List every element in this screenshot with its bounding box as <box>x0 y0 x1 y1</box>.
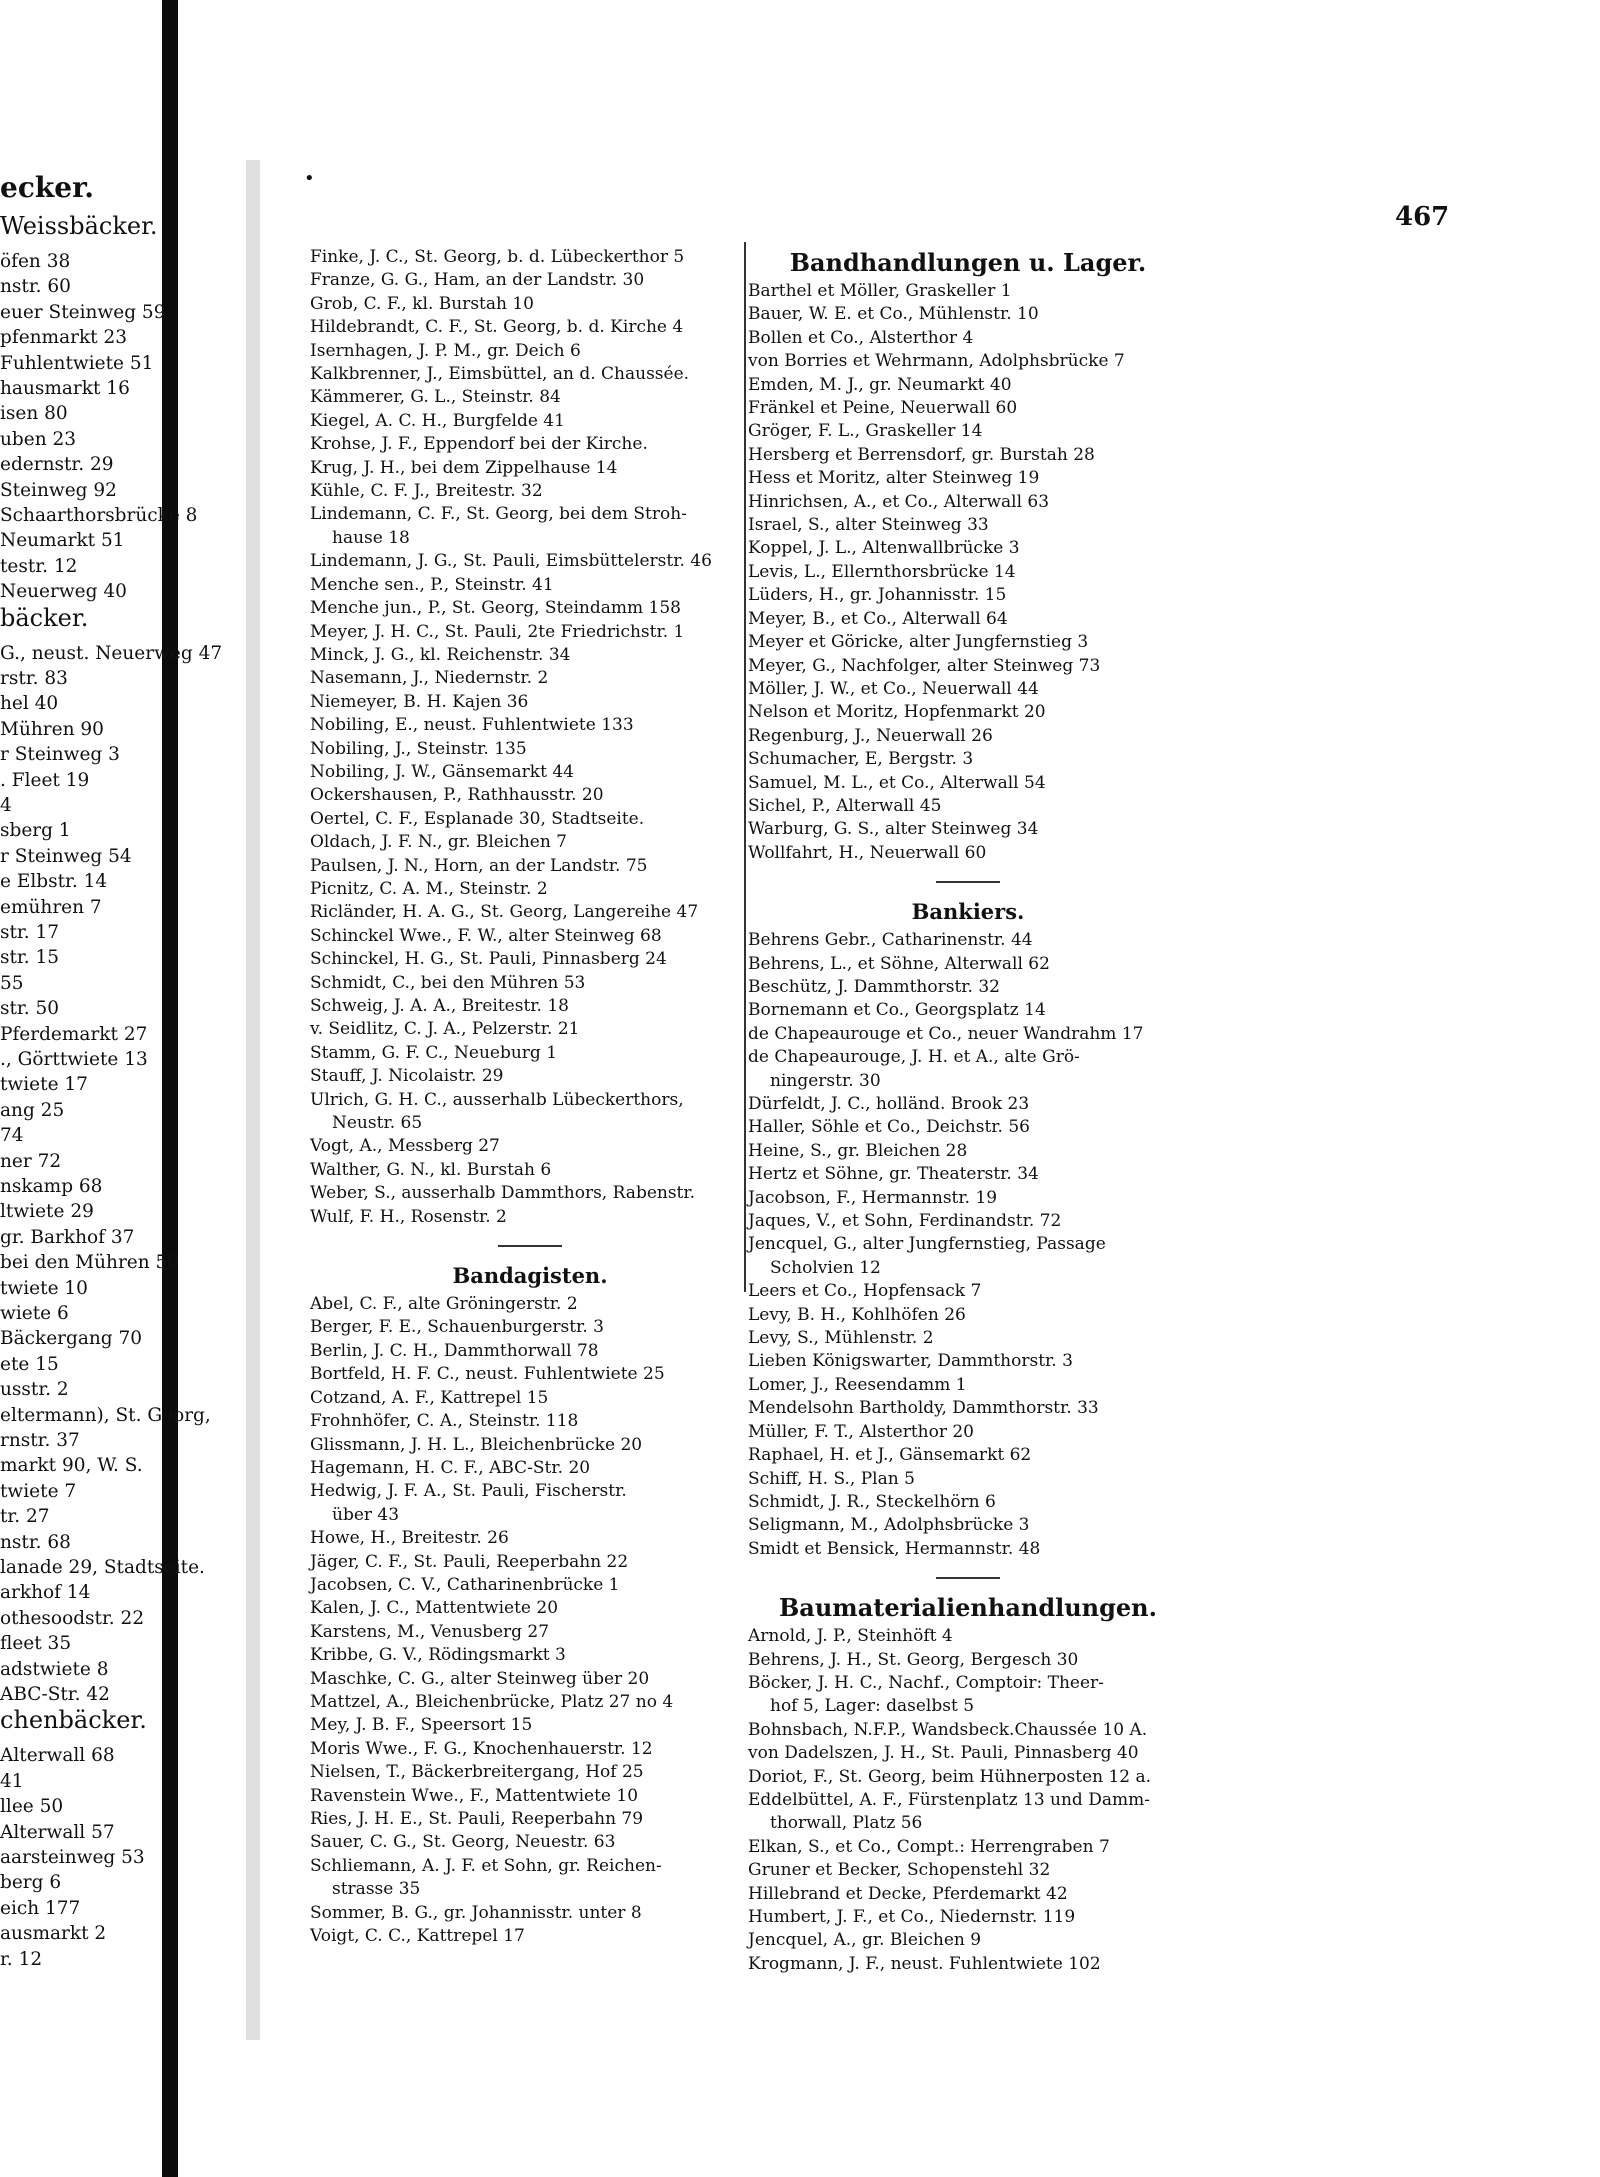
directory-entry: Lomer, J., Reesendamm 1 <box>748 1374 967 1395</box>
left-page-line: Bäckergang 70 <box>0 1328 143 1350</box>
directory-entry: Schinckel, H. G., St. Pauli, Pinnasberg 24 <box>310 949 667 970</box>
directory-entry: Möller, J. W., et Co., Neuerwall 44 <box>748 678 1039 699</box>
entry-continuation: Neustr. 65 <box>332 1113 423 1134</box>
directory-entry: Karstens, M., Venusberg 27 <box>310 1621 550 1642</box>
directory-entry: Hillebrand et Decke, Pferdemarkt 42 <box>748 1883 1068 1904</box>
left-page-line: Alterwall 57 <box>0 1821 115 1843</box>
entry-continuation: hause 18 <box>332 527 410 548</box>
directory-entry: Beschütz, J. Dammthorstr. 32 <box>748 976 1000 997</box>
left-page-fragment <box>0 175 248 1975</box>
directory-entry: Abel, C. F., alte Gröningerstr. 2 <box>310 1294 578 1315</box>
directory-entry: Howe, H., Breitestr. 26 <box>310 1528 509 1549</box>
left-page-line: nstr. 68 <box>0 1531 71 1553</box>
directory-entry: Stauff, J. Nicolaistr. 29 <box>310 1066 504 1087</box>
directory-entry: Kalkbrenner, J., Eimsbüttel, an d. Chaussée. <box>310 364 690 385</box>
left-page-line: markt 90, W. S. <box>0 1455 143 1477</box>
entry-continuation: hof 5, Lager: daselbst 5 <box>770 1696 975 1717</box>
directory-entry: Jäger, C. F., St. Pauli, Reeperbahn 22 <box>310 1551 629 1572</box>
left-page-line: Alterwall 68 <box>0 1745 115 1767</box>
entry-continuation: über 43 <box>332 1504 400 1525</box>
directory-entry: Krug, J. H., bei dem Zippelhause 14 <box>310 457 618 478</box>
directory-entry: Israel, S., alter Steinweg 33 <box>748 515 989 536</box>
left-page-line: ., Görttwiete 13 <box>0 1049 148 1070</box>
directory-entry: Barthel et Möller, Graskeller 1 <box>748 281 1012 301</box>
page-number: 467 <box>1395 202 1450 232</box>
directory-entry: Meyer et Göricke, alter Jungfernstieg 3 <box>748 632 1089 653</box>
column-right <box>748 246 1188 1976</box>
directory-entry: Lindemann, C. F., St. Georg, bei dem Stroh- <box>310 504 687 525</box>
directory-entry: Schmidt, J. R., Steckelhörn 6 <box>748 1491 996 1512</box>
directory-entry: Schweig, J. A. A., Breitestr. 18 <box>310 996 569 1016</box>
left-page-line: llee 50 <box>0 1796 64 1818</box>
left-page-line: wiete 6 <box>0 1303 69 1324</box>
directory-entry: Bortfeld, H. F. C., neust. Fuhlentwiete 25 <box>310 1364 665 1385</box>
directory-entry: de Chapeaurouge, J. H. et A., alte Grö- <box>748 1047 1080 1068</box>
section-heading-bankiers: Bankiers. <box>911 899 1025 925</box>
directory-entry: von Borries et Wehrmann, Adolphsbrücke 7 <box>748 351 1125 372</box>
left-page-line: str. 50 <box>0 998 60 1020</box>
left-page-line: str. 17 <box>0 922 60 943</box>
directory-entry: Bollen et Co., Alsterthor 4 <box>748 327 974 348</box>
directory-entry: Nelson et Moritz, Hopfenmarkt 20 <box>748 702 1046 723</box>
directory-entry: Hildebrandt, C. F., St. Georg, b. d. Kirche 4 <box>310 317 684 338</box>
directory-entry: Menche sen., P., Steinstr. 41 <box>310 574 554 595</box>
left-page-line: tr. 27 <box>0 1506 50 1528</box>
directory-entry: Behrens Gebr., Catharinenstr. 44 <box>748 930 1033 951</box>
directory-entry: Behrens, L., et Söhne, Alterwall 62 <box>748 953 1050 974</box>
section-heading-baumaterialienhandlungen: Baumaterialienhandlungen. <box>779 1593 1157 1623</box>
directory-entry: Maschke, C. G., alter Steinweg über 20 <box>310 1668 650 1689</box>
directory-entry: Kämmerer, G. L., Steinstr. 84 <box>310 387 561 408</box>
directory-entry: Hersberg et Berrensdorf, gr. Burstah 28 <box>748 444 1095 465</box>
directory-entry: Warburg, G. S., alter Steinweg 34 <box>748 819 1039 840</box>
directory-entry: Frohnhöfer, C. A., Steinstr. 118 <box>310 1411 579 1432</box>
left-page-line: Neuerweg 40 <box>0 581 127 603</box>
left-page-line: gr. Barkhof 37 <box>0 1226 135 1248</box>
left-page-line: berg 6 <box>0 1872 62 1894</box>
directory-entry: Kalen, J. C., Mattentwiete 20 <box>310 1598 559 1619</box>
left-page-line: nstr. 60 <box>0 276 71 298</box>
directory-entry: Fränkel et Peine, Neuerwall 60 <box>748 398 1018 419</box>
entry-continuation: strasse 35 <box>332 1879 421 1900</box>
left-page-line: ABC-Str. 42 <box>0 1684 110 1705</box>
left-page-line: 74 <box>0 1125 24 1147</box>
directory-entry: Wollfahrt, H., Neuerwall 60 <box>748 842 987 863</box>
left-page-line: ang 25 <box>0 1099 65 1121</box>
directory-entry: Meyer, J. H. C., St. Pauli, 2te Friedrichstr. 1 <box>310 621 685 642</box>
directory-entry: Lieben Königswarter, Dammthorstr. 3 <box>748 1351 1073 1372</box>
left-page-line: Pferdemarkt 27 <box>0 1023 148 1045</box>
directory-entry: Gröger, F. L., Graskeller 14 <box>748 421 983 442</box>
left-page-line: 41 <box>0 1770 24 1792</box>
directory-entry: Gruner et Becker, Schopenstehl 32 <box>748 1860 1051 1881</box>
left-page-line: aarsteinweg 53 <box>0 1847 145 1868</box>
directory-entry: Nobiling, E., neust. Fuhlentwiete 133 <box>310 715 634 736</box>
directory-entry: Hinrichsen, A., et Co., Alterwall 63 <box>748 491 1050 512</box>
left-page-line: r. 12 <box>0 1948 43 1970</box>
directory-entry: Jaques, V., et Sohn, Ferdinandstr. 72 <box>748 1211 1062 1232</box>
left-page-line: twiete 7 <box>0 1480 77 1502</box>
directory-entry: Cotzand, A. F., Kattrepel 15 <box>310 1387 549 1408</box>
left-page-line: 55 <box>0 972 24 994</box>
directory-entry: Müller, F. T., Alsterthor 20 <box>748 1421 974 1442</box>
directory-entry: Nielsen, T., Bäckerbreitergang, Hof 25 <box>310 1762 644 1783</box>
directory-entry: Sauer, C. G., St. Georg, Neuestr. 63 <box>310 1832 616 1853</box>
directory-entry: Nasemann, J., Niedernstr. 2 <box>310 668 549 689</box>
directory-entry: Eddelbüttel, A. F., Fürstenplatz 13 und Damm- <box>748 1789 1150 1810</box>
directory-entry: Vogt, A., Messberg 27 <box>310 1136 500 1157</box>
directory-entry: Schumacher, E, Bergstr. 3 <box>748 749 974 770</box>
directory-entry: Glissmann, J. H. L., Bleichenbrücke 20 <box>310 1434 643 1455</box>
left-page-line: Neumarkt 51 <box>0 530 125 552</box>
left-page-line: hausmarkt 16 <box>0 378 130 399</box>
section-heading-bandhandlungen-u-lager: Bandhandlungen u. Lager. <box>789 248 1147 277</box>
directory-entry: Leers et Co., Hopfensack 7 <box>748 1281 982 1302</box>
left-page-line: isen 80 <box>0 403 68 425</box>
left-page-line: ete 15 <box>0 1353 59 1375</box>
directory-entry: Hess et Moritz, alter Steinweg 19 <box>748 468 1040 489</box>
directory-entry: Jencquel, A., gr. Bleichen 9 <box>748 1930 982 1951</box>
column-left <box>310 246 750 1948</box>
left-page-line: twiete 10 <box>0 1277 88 1299</box>
left-page-line: eich 177 <box>0 1897 81 1919</box>
directory-entry: Voigt, C. C., Kattrepel 17 <box>310 1926 525 1947</box>
entry-continuation: Scholvien 12 <box>770 1257 881 1278</box>
left-page-heading: bäcker. <box>0 603 89 632</box>
directory-page <box>262 160 1450 2040</box>
directory-entry: Dürfeldt, J. C., holländ. Brook 23 <box>748 1094 1030 1114</box>
directory-entry: Schiff, H. S., Plan 5 <box>748 1468 915 1489</box>
left-page-line: rnstr. 37 <box>0 1430 80 1451</box>
directory-entry: Walther, G. N., kl. Burstah 6 <box>310 1159 552 1180</box>
directory-entry: Böcker, J. H. C., Nachf., Comptoir: Theer- <box>748 1672 1104 1693</box>
directory-entry: Arnold, J. P., Steinhöft 4 <box>748 1626 953 1647</box>
directory-entry: Krohse, J. F., Eppendorf bei der Kirche. <box>310 434 648 455</box>
directory-entry: Ockershausen, P., Rathhausstr. 20 <box>310 785 604 806</box>
directory-entry: Jacobsen, C. V., Catharinenbrücke 1 <box>310 1574 620 1595</box>
left-page-line: othesoodstr. 22 <box>0 1607 145 1629</box>
left-page-line: Schaarthorsbrücke 8 <box>0 505 198 526</box>
left-page-line: lanade 29, Stadtseite. <box>0 1557 205 1578</box>
entry-continuation: ningerstr. 30 <box>770 1070 881 1091</box>
left-page-line: rstr. 83 <box>0 668 68 689</box>
directory-entry: Moris Wwe., F. G., Knochenhauerstr. 12 <box>310 1738 653 1759</box>
directory-entry: Seligmann, M., Adolphsbrücke 3 <box>748 1515 1030 1536</box>
directory-entry: Berlin, J. C. H., Dammthorwall 78 <box>310 1340 599 1361</box>
section-rule <box>936 1577 1000 1579</box>
directory-entry: Levis, L., Ellernthorsbrücke 14 <box>748 561 1016 582</box>
directory-entry: Minck, J. G., kl. Reichenstr. 34 <box>310 644 571 665</box>
directory-entry: Stamm, G. F. C., Neueburg 1 <box>310 1042 558 1063</box>
left-page-line: r Steinweg 3 <box>0 744 120 766</box>
directory-entry: Meyer, G., Nachfolger, alter Steinweg 73 <box>748 655 1101 676</box>
directory-entry: Jacobson, F., Hermannstr. 19 <box>748 1187 998 1208</box>
directory-entry: Mey, J. B. F., Speersort 15 <box>310 1715 533 1736</box>
directory-entry: Niemeyer, B. H. Kajen 36 <box>310 691 529 712</box>
directory-entry: Wulf, F. H., Rosenstr. 2 <box>310 1206 507 1227</box>
left-page-heading: Weissbäcker. <box>0 212 158 240</box>
left-page-line: uben 23 <box>0 428 77 450</box>
directory-entry: Raphael, H. et J., Gänsemarkt 62 <box>748 1445 1032 1466</box>
directory-entry: Oertel, C. F., Esplanade 30, Stadtseite. <box>310 808 645 829</box>
directory-entry: Bauer, W. E. et Co., Mühlenstr. 10 <box>748 304 1039 325</box>
left-page-line: hel 40 <box>0 693 59 715</box>
left-page-heading: chenbäcker. <box>0 1706 147 1735</box>
left-page-heading: ecker. <box>0 175 95 204</box>
directory-entry: Lüders, H., gr. Johannisstr. 15 <box>748 585 1007 606</box>
directory-entry: Franze, G. G., Ham, an der Landstr. 30 <box>310 270 645 291</box>
directory-entry: Mattzel, A., Bleichenbrücke, Platz 27 no 4 <box>310 1691 674 1712</box>
directory-entry: Heine, S., gr. Bleichen 28 <box>748 1140 968 1161</box>
left-page-line: adstwiete 8 <box>0 1658 109 1680</box>
directory-entry: Kiegel, A. C. H., Burgfelde 41 <box>310 410 565 431</box>
directory-entry: Weber, S., ausserhalb Dammthors, Rabenstr. <box>310 1183 696 1204</box>
directory-entry: Kühle, C. F. J., Breitestr. 32 <box>310 481 543 502</box>
directory-entry: Ulrich, G. H. C., ausserhalb Lübeckerthors, <box>310 1089 684 1110</box>
directory-entry: Bohnsbach, N.F.P., Wandsbeck.Chaussée 10 A. <box>748 1719 1148 1740</box>
directory-entry: Emden, M. J., gr. Neumarkt 40 <box>748 374 1012 395</box>
directory-entry: Lindemann, J. G., St. Pauli, Eimsbüttelerstr. 46 <box>310 551 712 572</box>
left-page-line: öfen 38 <box>0 251 71 272</box>
left-page-line: . Fleet 19 <box>0 769 90 791</box>
directory-entry: Schinckel Wwe., F. W., alter Steinweg 68 <box>310 925 662 946</box>
directory-entry: Samuel, M. L., et Co., Alterwall 54 <box>748 772 1046 793</box>
directory-entry: Ravenstein Wwe., F., Mattentwiete 10 <box>310 1785 639 1806</box>
directory-entry: Levy, S., Mühlenstr. 2 <box>748 1328 934 1349</box>
section-rule <box>936 881 1000 883</box>
left-page-line: ner 72 <box>0 1150 62 1172</box>
directory-entry: Grob, C. F., kl. Burstah 10 <box>310 293 534 314</box>
left-page-line: emühren 7 <box>0 896 102 918</box>
left-page-line: testr. 12 <box>0 555 78 577</box>
entry-continuation: thorwall, Platz 56 <box>770 1813 923 1834</box>
left-page-line: ausmarkt 2 <box>0 1923 107 1945</box>
directory-entry: Krogmann, J. F., neust. Fuhlentwiete 102 <box>748 1953 1101 1974</box>
directory-entry: Hertz et Söhne, gr. Theaterstr. 34 <box>748 1164 1039 1185</box>
left-page-line: str. 15 <box>0 947 60 969</box>
left-page-line: Fuhlentwiete 51 <box>0 352 154 374</box>
directory-entry: de Chapeaurouge et Co., neuer Wandrahm 17 <box>748 1023 1144 1044</box>
left-page-line: twiete 17 <box>0 1074 88 1096</box>
left-page-line: eltermann), St. Georg, <box>0 1404 211 1426</box>
left-page-line: euer Steinweg 59 <box>0 301 166 323</box>
directory-entry: Picnitz, C. A. M., Steinstr. 2 <box>310 878 548 899</box>
left-page-line: fleet 35 <box>0 1633 72 1655</box>
directory-entry: Smidt et Bensick, Hermannstr. 48 <box>748 1538 1041 1559</box>
left-page-line: edernstr. 29 <box>0 454 114 476</box>
directory-entry: Ries, J. H. E., St. Pauli, Reeperbahn 79 <box>310 1809 644 1829</box>
directory-entry: Levy, B. H., Kohlhöfen 26 <box>748 1304 966 1325</box>
directory-entry: Mendelsohn Bartholdy, Dammthorstr. 33 <box>748 1398 1099 1419</box>
directory-entry: Jencquel, G., alter Jungfernstieg, Passage <box>748 1234 1106 1255</box>
section-heading-bandagisten: Bandagisten. <box>452 1263 608 1289</box>
left-page-line: 4 <box>0 795 12 816</box>
left-page-line: bei den Mühren 50 <box>0 1252 180 1274</box>
directory-entry: Paulsen, J. N., Horn, an der Landstr. 75 <box>310 855 648 876</box>
directory-entry: Nobiling, J. W., Gänsemarkt 44 <box>310 761 574 782</box>
directory-entry: Nobiling, J., Steinstr. 135 <box>310 738 527 759</box>
left-page-line: sberg 1 <box>0 820 71 842</box>
directory-entry: Doriot, F., St. Georg, beim Hühnerposten 12 a. <box>748 1766 1152 1787</box>
directory-entry: Behrens, J. H., St. Georg, Bergesch 30 <box>748 1649 1079 1670</box>
directory-entry: Finke, J. C., St. Georg, b. d. Lübeckerthor 5 <box>310 247 685 267</box>
left-page-line: Steinweg 92 <box>0 479 117 501</box>
left-page-line: nskamp 68 <box>0 1176 103 1197</box>
directory-entry: Schliemann, A. J. F. et Sohn, gr. Reichen- <box>310 1855 662 1876</box>
left-page-line: Mühren 90 <box>0 718 104 740</box>
directory-entry: v. Seidlitz, C. J. A., Pelzerstr. 21 <box>310 1019 580 1040</box>
directory-entry: Isernhagen, J. P. M., gr. Deich 6 <box>310 340 581 361</box>
directory-entry: Sichel, P., Alterwall 45 <box>748 795 942 816</box>
left-page-line: e Elbstr. 14 <box>0 871 108 893</box>
left-page-line: arkhof 14 <box>0 1582 91 1604</box>
directory-entry: Regenburg, J., Neuerwall 26 <box>748 725 993 746</box>
directory-entry: Kribbe, G. V., Rödingsmarkt 3 <box>310 1645 566 1666</box>
directory-entry: Humbert, J. F., et Co., Niedernstr. 119 <box>748 1907 1076 1927</box>
directory-entry: Bornemann et Co., Georgsplatz 14 <box>748 1000 1046 1021</box>
directory-entry: Schmidt, C., bei den Mühren 53 <box>310 972 586 993</box>
directory-entry: Oldach, J. F. N., gr. Bleichen 7 <box>310 832 568 853</box>
directory-entry: Elkan, S., et Co., Compt.: Herrengraben 7 <box>748 1836 1110 1857</box>
page-fold-shadow <box>246 160 260 2040</box>
directory-entry: Ricländer, H. A. G., St. Georg, Langereihe 47 <box>310 902 699 923</box>
directory-entry: Meyer, B., et Co., Alterwall 64 <box>748 608 1008 629</box>
left-page-line: ltwiete 29 <box>0 1201 94 1223</box>
page-mark: • <box>304 168 315 189</box>
left-page-line: pfenmarkt 23 <box>0 327 128 349</box>
directory-entry: Berger, F. E., Schauenburgerstr. 3 <box>310 1317 604 1338</box>
left-page-line: usstr. 2 <box>0 1379 69 1401</box>
directory-entry: Koppel, J. L., Altenwallbrücke 3 <box>748 538 1020 559</box>
left-page-line: r Steinweg 54 <box>0 845 132 867</box>
left-page-line: G., neust. Neuerweg 47 <box>0 642 223 664</box>
directory-entry: Hedwig, J. F. A., St. Pauli, Fischerstr. <box>310 1481 627 1502</box>
directory-entry: Haller, Söhle et Co., Deichstr. 56 <box>748 1117 1030 1138</box>
directory-entry: Sommer, B. G., gr. Johannisstr. unter 8 <box>310 1902 642 1923</box>
directory-entry: Hagemann, H. C. F., ABC-Str. 20 <box>310 1457 591 1478</box>
directory-entry: Menche jun., P., St. Georg, Steindamm 158 <box>310 598 681 619</box>
section-rule <box>498 1245 562 1247</box>
directory-entry: von Dadelszen, J. H., St. Pauli, Pinnasberg 40 <box>748 1743 1139 1764</box>
